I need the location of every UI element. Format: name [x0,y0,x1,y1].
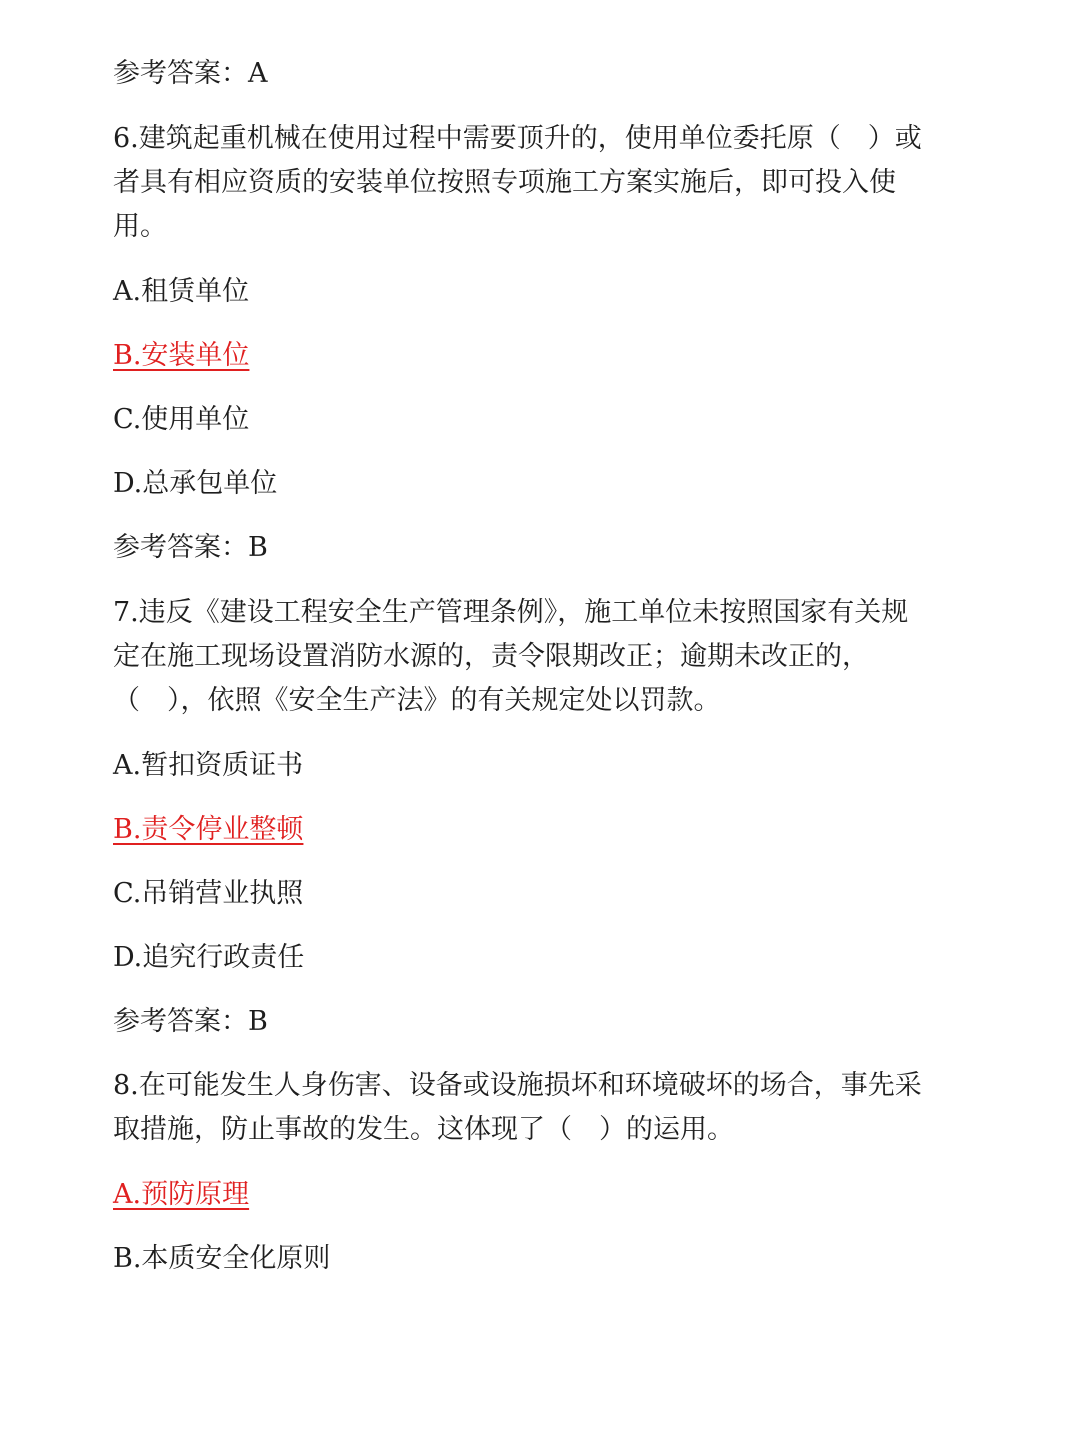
answer-q6: 参考答案：B [113,532,268,563]
question-7-line-3: （ ），依照《安全生产法》的有关规定处以罚款。 [113,685,721,716]
question-8-option-a-correct: A.预防原理 [113,1179,250,1210]
question-7-text [113,591,963,723]
question-8-line-1: 8.在可能发生人身伤害、设备或设施损坏和环境破坏的场合，事先采 [113,1070,922,1101]
question-7-option-d: D.追究行政责任 [113,942,305,973]
question-7-line-2: 定在施工现场设置消防水源的，责令限期改正；逾期未改正的， [113,641,869,672]
question-6-line-3: 用。 [113,211,167,242]
question-6-line-2: 者具有相应资质的安装单位按照专项施工方案实施后，即可投入使 [113,167,896,198]
question-7-option-a: A.暂扣资质证书 [113,750,304,781]
question-6-option-c: C.使用单位 [113,404,250,435]
question-8-line-2: 取措施，防止事故的发生。这体现了（ ）的运用。 [113,1114,734,1145]
question-7-line-1: 7.违反《建设工程安全生产管理条例》，施工单位未按照国家有关规 [113,597,909,628]
question-6-option-d: D.总承包单位 [113,468,278,499]
answer-q7: 参考答案：B [113,1006,268,1037]
question-8-option-b: B.本质安全化原则 [113,1243,331,1274]
answer-q5: 参考答案：A [113,58,268,89]
question-6-line-1: 6.建筑起重机械在使用过程中需要顶升的，使用单位委托原（ ）或 [113,123,922,154]
question-7-option-c: C.吊销营业执照 [113,878,304,909]
question-8-text [113,1064,963,1152]
question-7-option-b-correct: B.责令停业整顿 [113,814,304,845]
question-6-text [113,117,963,249]
question-6-option-b-correct: B.安装单位 [113,340,250,371]
question-6-option-a: A.租赁单位 [113,276,250,307]
